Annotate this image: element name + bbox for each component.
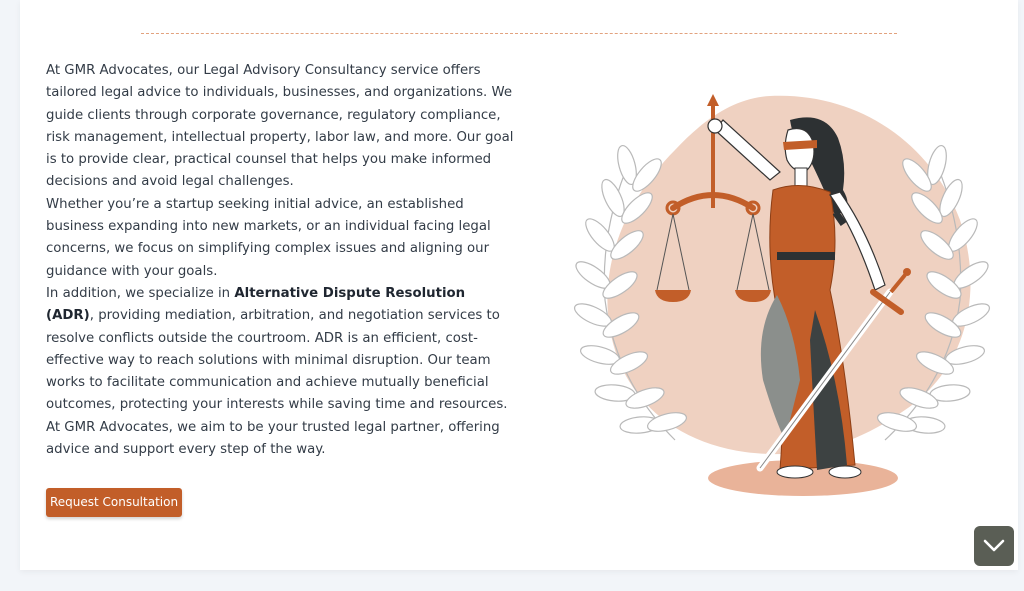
- service-description: [46, 60, 516, 461]
- adr-highlight: Alternative Dispute Resolution (ADR): [46, 285, 466, 324]
- paragraph-clients: Whether you’re a startup seeking initial advice, an established business expanding into new markets, or an individual facing legal concerns, we focus on simplifying complex issues and aligning our guidance with your goals.: [46, 196, 491, 279]
- adr-details-text: , providing mediation, arbitration, and negotiation services to resolve conflicts outside the courtroom. ADR is an efficient, cost-effective way to reach solutions with minimal disruption. Our team works to facilitate communication and achieve mutually beneficial outcomes, protecting your interests while saving time and resources.: [46, 308, 508, 413]
- section-divider: [141, 33, 897, 34]
- content-card: [20, 0, 1018, 570]
- paragraph-adr: [46, 283, 516, 417]
- scroll-down-button[interactable]: [974, 526, 1014, 566]
- paragraph-closing: At GMR Advocates, we aim to be your trusted legal partner, offering advice and support every step of the way.: [46, 419, 500, 458]
- paragraph-advisory: At GMR Advocates, our Legal Advisory Consultancy service offers tailored legal advice to individuals, businesses, and organizations. We guide clients through corporate governance, regulatory compliance, risk management, intellectual property, labor law, and more. Our goal is to provide clear, practical counsel that helps you make informed decisions and avoid legal challenges.: [46, 63, 514, 190]
- request-consultation-button[interactable]: Request Consultation: [46, 488, 182, 517]
- lady-justice-illustration: [555, 80, 995, 510]
- chevron-down-icon: [983, 539, 1005, 553]
- adr-intro-text: In addition, we specialize in: [46, 285, 235, 301]
